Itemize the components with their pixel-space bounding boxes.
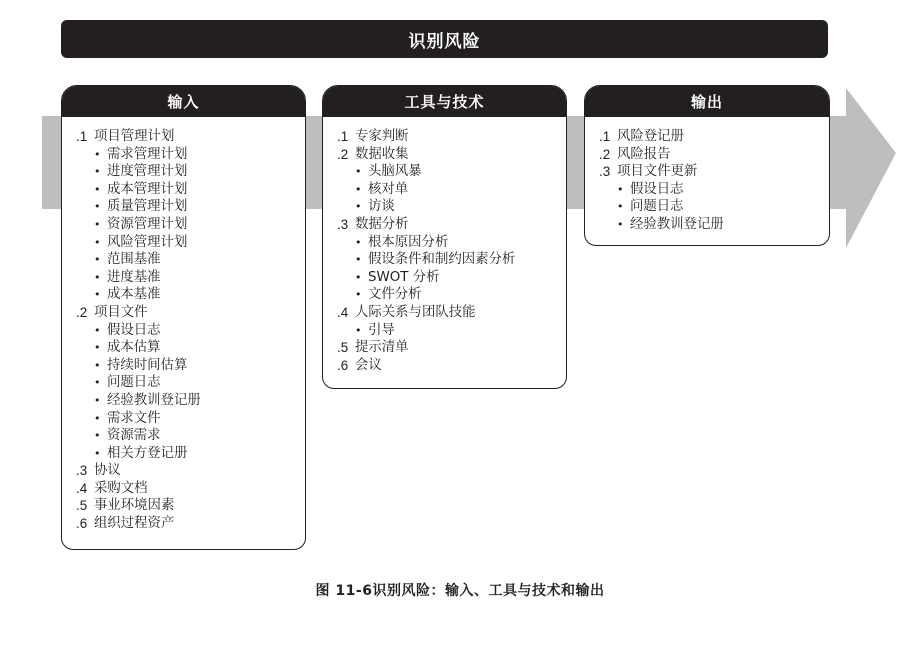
sub-item-label: 假设日志 [630, 181, 684, 197]
item-label: 风险报告 [617, 146, 671, 162]
item-number: .5 [337, 340, 349, 356]
sub-item-label: 持续时间估算 [107, 357, 188, 373]
bullet-icon: • [94, 165, 101, 179]
item-label: 项目管理计划 [94, 129, 175, 144]
sub-item-label: 核对单 [368, 181, 409, 197]
sub-item-label: SWOT 分析 [368, 269, 440, 285]
item-label: 协议 [94, 463, 121, 479]
bullet-icon: • [355, 235, 362, 249]
bullet-icon: • [94, 358, 101, 372]
list-item [337, 146, 566, 164]
item-label: 数据收集 [355, 146, 409, 162]
outputs-box [584, 85, 830, 246]
sub-item-label: 相关方登记册 [107, 445, 188, 461]
bullet-icon: • [617, 182, 624, 196]
list-item [337, 128, 566, 146]
sub-item-label: 问题日志 [107, 375, 161, 391]
item-label: 人际关系与团队技能 [355, 304, 476, 320]
list-item [337, 216, 566, 234]
sub-item [76, 339, 305, 357]
list-item [599, 128, 829, 146]
sub-item [599, 198, 829, 216]
sub-item-label: 根本原因分析 [368, 234, 449, 250]
item-label: 组织过程资产 [94, 516, 175, 532]
inputs-list [62, 117, 305, 533]
item-number: .6 [337, 357, 349, 373]
bullet-icon: • [94, 217, 101, 231]
bullet-icon: • [94, 235, 101, 249]
sub-item-label: 风险管理计划 [107, 234, 188, 250]
item-label: 提示清单 [355, 340, 409, 356]
sub-item [337, 181, 566, 199]
bullet-icon: • [94, 429, 101, 443]
sub-item-label: 成本估算 [107, 340, 161, 356]
bullet-icon: • [94, 182, 101, 196]
sub-item-label: 成本管理计划 [107, 181, 188, 197]
sub-item-label: 资源需求 [107, 428, 161, 444]
inputs-box [61, 85, 306, 550]
sub-item-label: 需求管理计划 [107, 146, 188, 162]
bullet-icon: • [355, 270, 362, 284]
list-item [76, 480, 305, 498]
sub-item-label: 成本基准 [107, 287, 161, 303]
sub-item [76, 269, 305, 287]
sub-item-label: 质量管理计划 [107, 199, 188, 215]
process-title: 识别风险 [408, 31, 481, 52]
list-item [76, 497, 305, 515]
sub-item-label: 经验教训登记册 [630, 216, 724, 232]
bullet-icon: • [355, 288, 362, 302]
list-item [76, 515, 305, 533]
item-number: .2 [76, 304, 88, 320]
bullet-icon: • [94, 393, 101, 407]
list-item [76, 304, 305, 322]
bullet-icon: • [94, 288, 101, 302]
bullet-icon: • [355, 165, 362, 179]
item-number: .1 [76, 129, 88, 144]
list-item [76, 128, 305, 146]
sub-item [76, 198, 305, 216]
sub-item-label: 引导 [368, 322, 395, 338]
figure-caption: 图 11-6识别风险：输入、工具与技术和输出 [315, 583, 605, 599]
sub-item-label: 访谈 [368, 199, 395, 215]
sub-item-label: 假设条件和制约因素分析 [368, 252, 516, 268]
item-number: .3 [76, 463, 88, 479]
bullet-icon: • [355, 253, 362, 267]
list-item [76, 462, 305, 480]
item-number: .3 [599, 164, 611, 180]
sub-item [76, 181, 305, 199]
list-item [337, 304, 566, 322]
sub-item [337, 322, 566, 340]
item-label: 事业环境因素 [94, 498, 175, 514]
item-label: 项目文件 [94, 304, 148, 320]
sub-item-label: 资源管理计划 [107, 216, 188, 232]
outputs-header: 输出 [585, 86, 829, 117]
bullet-icon: • [355, 323, 362, 337]
process-title-bar [61, 20, 828, 58]
bullet-icon: • [94, 323, 101, 337]
sub-item [76, 234, 305, 252]
sub-item [76, 163, 305, 181]
item-number: .2 [337, 146, 349, 162]
bullet-icon: • [355, 182, 362, 196]
bullet-icon: • [94, 376, 101, 390]
sub-item-label: 进度基准 [107, 269, 161, 285]
sub-item [76, 445, 305, 463]
sub-item-label: 经验教训登记册 [107, 392, 201, 408]
bullet-icon: • [94, 341, 101, 355]
bullet-icon: • [94, 200, 101, 214]
bullet-icon: • [94, 253, 101, 267]
item-label: 数据分析 [355, 216, 409, 232]
tools-techniques-box [322, 85, 567, 389]
item-label: 会议 [355, 357, 382, 373]
sub-item [337, 269, 566, 287]
item-number: .6 [76, 516, 88, 532]
item-label: 专家判断 [355, 129, 409, 144]
sub-item [76, 392, 305, 410]
tools-techniques-header: 工具与技术 [323, 86, 566, 117]
sub-item [599, 216, 829, 234]
sub-item [76, 322, 305, 340]
bullet-icon: • [617, 200, 624, 214]
bullet-icon: • [355, 200, 362, 214]
bullet-icon: • [617, 217, 624, 231]
bullet-icon: • [94, 446, 101, 460]
sub-item [599, 181, 829, 199]
list-item [337, 339, 566, 357]
item-number: .3 [337, 216, 349, 232]
list-item [337, 357, 566, 375]
sub-item-label: 头脑风暴 [368, 164, 422, 180]
sub-item [76, 216, 305, 234]
sub-item-label: 需求文件 [107, 410, 161, 426]
bullet-icon: • [94, 270, 101, 284]
sub-item [337, 163, 566, 181]
outputs-list [585, 117, 829, 234]
sub-item [76, 251, 305, 269]
sub-item [337, 286, 566, 304]
item-number: .2 [599, 146, 611, 162]
item-number: .1 [599, 129, 611, 144]
inputs-header: 输入 [62, 86, 305, 117]
sub-item [76, 410, 305, 428]
bullet-icon: • [94, 411, 101, 425]
item-label: 项目文件更新 [617, 164, 698, 180]
list-item [599, 146, 829, 164]
sub-item [76, 286, 305, 304]
sub-item [337, 198, 566, 216]
sub-item [76, 146, 305, 164]
sub-item [76, 374, 305, 392]
item-number: .4 [337, 304, 349, 320]
item-label: 采购文档 [94, 480, 148, 496]
list-item [599, 163, 829, 181]
tools-techniques-list [323, 117, 566, 374]
item-number: .1 [337, 129, 349, 144]
sub-item-label: 问题日志 [630, 199, 684, 215]
sub-item [76, 427, 305, 445]
item-label: 风险登记册 [617, 129, 684, 144]
sub-item [337, 234, 566, 252]
sub-item [337, 251, 566, 269]
sub-item-label: 范围基准 [107, 252, 161, 268]
sub-item [76, 357, 305, 375]
item-number: .4 [76, 480, 88, 496]
sub-item-label: 文件分析 [368, 287, 422, 303]
sub-item-label: 进度管理计划 [107, 164, 188, 180]
sub-item-label: 假设日志 [107, 322, 161, 338]
bullet-icon: • [94, 147, 101, 161]
item-number: .5 [76, 498, 88, 514]
